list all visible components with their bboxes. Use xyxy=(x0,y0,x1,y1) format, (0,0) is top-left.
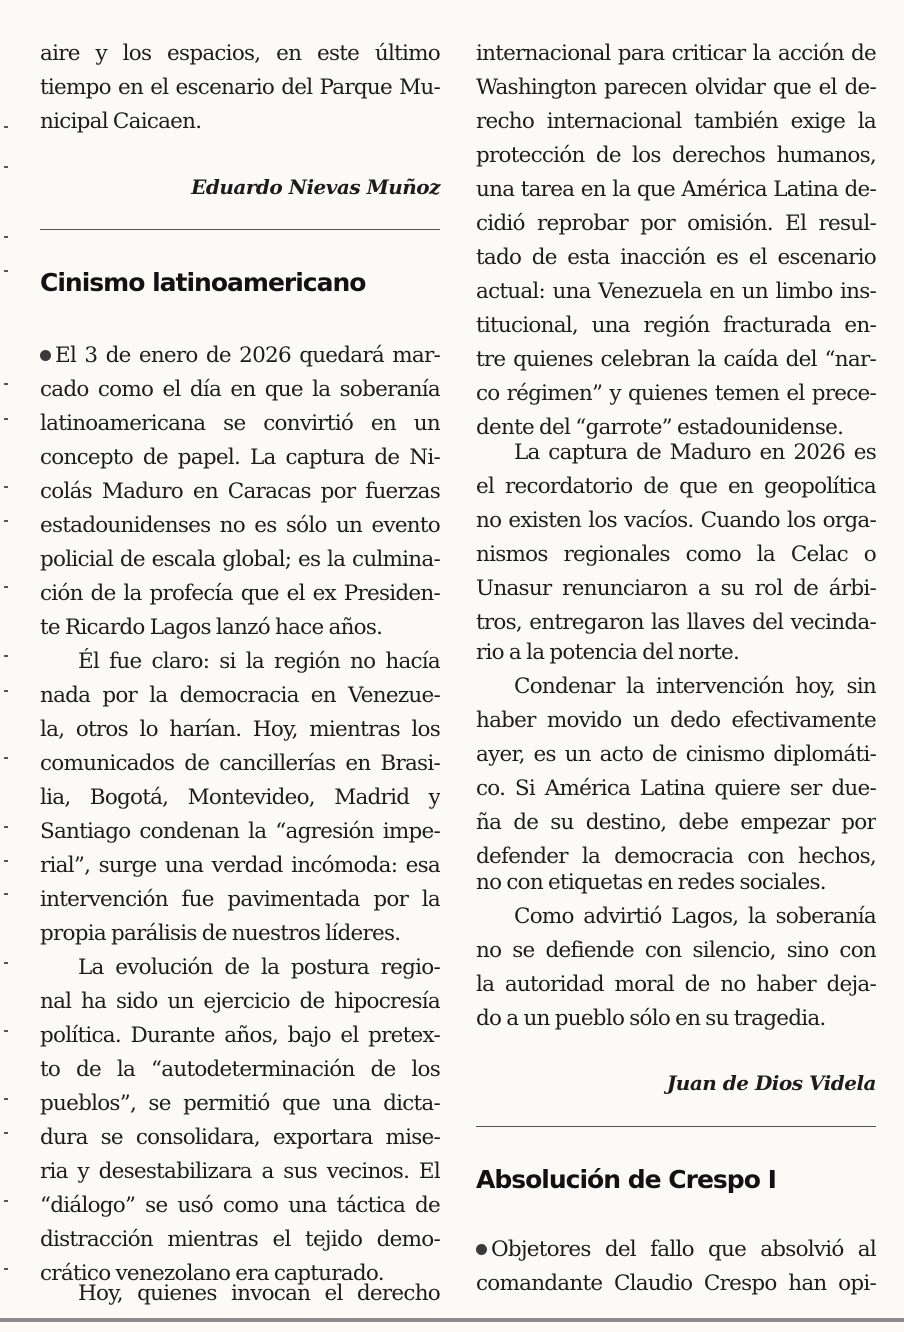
section-divider xyxy=(40,229,440,230)
letter-signature: Juan de Dios Videla xyxy=(666,1071,876,1095)
article-line: Condenar la intervención hoy, sin xyxy=(514,674,876,699)
bullet-icon xyxy=(476,1244,487,1255)
article-line: una tarea en la que América Latina de- xyxy=(476,177,876,202)
article-line: estadounidenses no es sólo un evento xyxy=(40,513,440,538)
article-line: policial de escala global; es la culmina- xyxy=(40,547,440,572)
article-line: Unasur renunciaron a su rol de árbi- xyxy=(476,576,876,601)
bullet-icon xyxy=(40,350,51,361)
article-line: co. Si América Latina quiere ser due- xyxy=(476,776,876,801)
article-line: la autoridad moral de no haber deja- xyxy=(476,972,876,997)
article-line: colás Maduro en Caracas por fuerzas xyxy=(40,479,440,504)
article-line: pueblos”, se permitió que una dicta- xyxy=(40,1091,440,1116)
article-line: nal ha sido un ejercicio de hipocresía xyxy=(40,989,440,1014)
article-line: Como advirtió Lagos, la soberanía xyxy=(514,904,876,929)
article-line: rio a la potencia del norte. xyxy=(476,640,740,665)
page-bottom-border xyxy=(0,1318,904,1322)
article-line: el recordatorio de que en geopolítica xyxy=(476,474,876,499)
article-line: Santiago condenan la “agresión impe- xyxy=(40,819,440,844)
article-line: latinoamericana se convirtió en un xyxy=(40,411,440,436)
article-line: haber movido un dedo efectivamente xyxy=(476,708,876,733)
article-line: concepto de papel. La captura de Ni- xyxy=(40,445,440,470)
article-line: dente del “garrote” estadounidense. xyxy=(476,415,844,440)
article-line: dura se consolidara, exportara mise- xyxy=(40,1125,440,1150)
article-line: intervención fue pavimentada por la xyxy=(40,887,440,912)
page-edge-marks xyxy=(0,0,12,1332)
article-line: Hoy, quienes invocan el derecho xyxy=(78,1281,440,1306)
article-line: La captura de Maduro en 2026 es xyxy=(514,440,876,465)
article-line: internacional para criticar la acción de xyxy=(476,41,876,66)
article-line: to de la “autodeterminación de los xyxy=(40,1057,440,1082)
next-letter-heading: Absolución de Crespo I xyxy=(476,1165,776,1194)
article-line: ña de su destino, debe empezar por xyxy=(476,810,876,835)
article-line: cidió reprobar por omisión. El resul- xyxy=(476,211,876,236)
section-divider xyxy=(476,1126,876,1127)
article-line: nada por la democracia en Venezue- xyxy=(40,683,440,708)
prev-letter-line: aire y los espacios, en este último xyxy=(40,41,440,66)
prev-letter-line: tiempo en el escenario del Parque Mu- xyxy=(40,75,440,100)
article-line: propia parálisis de nuestros líderes. xyxy=(40,921,401,946)
article-line-first: El 3 de enero de 2026 quedará mar- xyxy=(40,339,440,373)
article-line: no se defiende con silencio, sino con xyxy=(476,938,876,963)
article-line: protección de los derechos humanos, xyxy=(476,143,876,168)
article-line: ción de la profecía que el ex Presiden- xyxy=(40,581,440,606)
article-line: la, otros lo harían. Hoy, mientras los xyxy=(40,717,440,742)
article-line: defender la democracia con hechos, xyxy=(476,844,876,869)
article-line: do a un pueblo sólo en su tragedia. xyxy=(476,1006,826,1031)
article-line: política. Durante años, bajo el pretex- xyxy=(40,1023,440,1048)
article-line: titucional, una región fracturada en- xyxy=(476,313,876,338)
article-line: “diálogo” se usó como una táctica de xyxy=(40,1193,440,1218)
next-article-line-first: Objetores del fallo que absolvió al xyxy=(476,1233,876,1267)
article-line: ayer, es un acto de cinismo diplomáti- xyxy=(476,742,876,767)
article-line: tre quienes celebran la caída del “nar- xyxy=(476,347,876,372)
article-line: recho internacional también exige la xyxy=(476,109,876,134)
article-line: actual: una Venezuela en un limbo ins- xyxy=(476,279,876,304)
prev-letter-line: nicipal Caicaen. xyxy=(40,109,202,134)
article-line: tado de esta inacción es el escenario xyxy=(476,245,876,270)
article-line: no con etiquetas en redes sociales. xyxy=(476,870,826,895)
article-line: crático venezolano era capturado. xyxy=(40,1261,384,1286)
next-article-line: comandante Claudio Crespo han opi- xyxy=(476,1271,876,1296)
letter-heading: Cinismo latinoamericano xyxy=(40,268,366,297)
article-line: lia, Bogotá, Montevideo, Madrid y xyxy=(40,785,440,810)
article-line: te Ricardo Lagos lanzó hace años. xyxy=(40,615,383,640)
article-line: Él fue claro: si la región no hacía xyxy=(78,649,440,674)
article-line: co régimen” y quienes temen el prece- xyxy=(476,381,876,406)
article-line: La evolución de la postura regio- xyxy=(78,955,440,980)
article-line: rial”, surge una verdad incómoda: esa xyxy=(40,853,440,878)
article-line: ria y desestabilizara a sus vecinos. El xyxy=(40,1159,440,1184)
prev-letter-signature: Eduardo Nievas Muñoz xyxy=(191,175,440,199)
article-line: distracción mientras el tejido demo- xyxy=(40,1227,440,1252)
article-line: no existen los vacíos. Cuando los orga- xyxy=(476,508,876,533)
article-line: nismos regionales como la Celac o xyxy=(476,542,876,567)
article-line: tros, entregaron las llaves del vecinda- xyxy=(476,610,876,635)
article-line: comunicados de cancillerías en Brasi- xyxy=(40,751,440,776)
article-line: Washington parecen olvidar que el de- xyxy=(476,75,876,100)
article-line: cado como el día en que la soberanía xyxy=(40,377,440,402)
